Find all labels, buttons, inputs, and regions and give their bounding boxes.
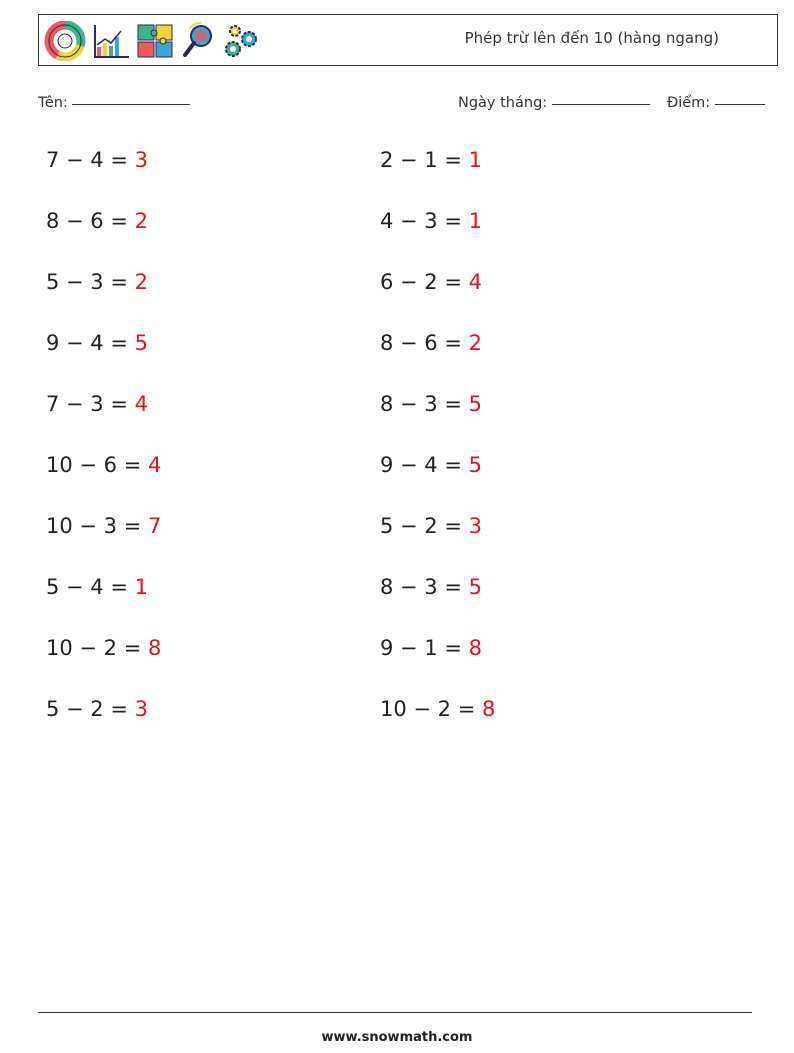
problem-expression: 5 − 4 =: [46, 575, 135, 599]
puzzle-icon: [135, 21, 177, 61]
problem-left-3: [46, 270, 148, 294]
problem-expression: 8 − 3 =: [380, 392, 469, 416]
name-field: [38, 95, 190, 111]
problem-answer: 4: [134, 392, 148, 416]
problem-right-6: [380, 453, 482, 477]
logo-strip: [43, 19, 263, 63]
problem-expression: 9 − 1 =: [380, 636, 469, 660]
date-label: Ngày tháng:: [458, 95, 548, 111]
footer-site: www.snowmath.com: [321, 1030, 473, 1045]
magnifier-icon: [181, 21, 217, 61]
footer-divider: [38, 1012, 752, 1013]
bar-chart-icon: [91, 21, 131, 61]
problem-right-3: [380, 270, 482, 294]
problem-answer: 4: [468, 270, 482, 294]
problem-answer: 4: [147, 453, 162, 477]
problem-answer: 3: [468, 514, 482, 538]
score-label: Điểm:: [667, 95, 711, 111]
worksheet-title: Phép trừ lên đến 10 (hàng ngang): [464, 29, 719, 47]
date-score-fields: [458, 95, 765, 111]
problem-expression: 7 − 4 =: [46, 148, 135, 172]
name-blank[interactable]: [72, 103, 190, 105]
problem-right-8: [380, 575, 482, 599]
problem-expression: 6 − 2 =: [380, 270, 469, 294]
problem-answer: 8: [468, 636, 482, 660]
problem-expression: 5 − 3 =: [46, 270, 135, 294]
problem-expression: 5 − 2 =: [380, 514, 469, 538]
problem-left-2: [46, 209, 148, 233]
problem-answer: 1: [468, 148, 482, 172]
problem-expression: 10 − 6 =: [46, 453, 148, 477]
problem-expression: 10 − 3 =: [46, 514, 148, 538]
problem-expression: 10 − 2 =: [380, 697, 482, 721]
problem-left-1: [46, 148, 148, 172]
problem-right-2: [380, 209, 482, 233]
problem-expression: 8 − 3 =: [380, 575, 469, 599]
problem-answer: 1: [134, 575, 148, 599]
problem-left-8: [46, 575, 148, 599]
problem-answer: 2: [134, 209, 148, 233]
problem-answer: 3: [134, 697, 148, 721]
problem-answer: 8: [147, 636, 162, 660]
problem-expression: 4 − 3 =: [380, 209, 469, 233]
problem-right-10: [380, 697, 495, 721]
problem-expression: 2 − 1 =: [380, 148, 469, 172]
problem-answer: 1: [468, 209, 482, 233]
problem-left-4: [46, 331, 148, 355]
problem-expression: 9 − 4 =: [46, 331, 135, 355]
problem-expression: 8 − 6 =: [380, 331, 469, 355]
problem-answer: 5: [468, 453, 482, 477]
gears-icon: [221, 21, 263, 61]
score-blank[interactable]: [715, 103, 765, 105]
problem-right-4: [380, 331, 482, 355]
date-blank[interactable]: [552, 103, 650, 105]
problem-right-9: [380, 636, 482, 660]
problem-right-7: [380, 514, 482, 538]
problem-answer: 7: [147, 514, 162, 538]
problem-answer: 2: [134, 270, 148, 294]
problem-expression: 10 − 2 =: [46, 636, 148, 660]
problem-expression: 5 − 2 =: [46, 697, 135, 721]
name-label: Tên:: [38, 95, 68, 111]
problem-answer: 5: [468, 392, 482, 416]
problem-expression: 7 − 3 =: [46, 392, 135, 416]
problem-left-5: [46, 392, 148, 416]
problem-right-1: [380, 148, 482, 172]
problem-left-9: [46, 636, 161, 660]
problem-expression: 9 − 4 =: [380, 453, 469, 477]
problem-left-6: [46, 453, 161, 477]
problem-answer: 3: [134, 148, 148, 172]
problem-answer: 2: [468, 331, 482, 355]
worksheet-header: [38, 14, 778, 66]
problem-left-10: [46, 697, 148, 721]
problem-right-5: [380, 392, 482, 416]
problem-answer: 5: [468, 575, 482, 599]
problem-answer: 8: [481, 697, 496, 721]
problem-expression: 8 − 6 =: [46, 209, 135, 233]
problem-left-7: [46, 514, 161, 538]
donut-chart-icon: [43, 21, 87, 61]
problem-answer: 5: [134, 331, 148, 355]
